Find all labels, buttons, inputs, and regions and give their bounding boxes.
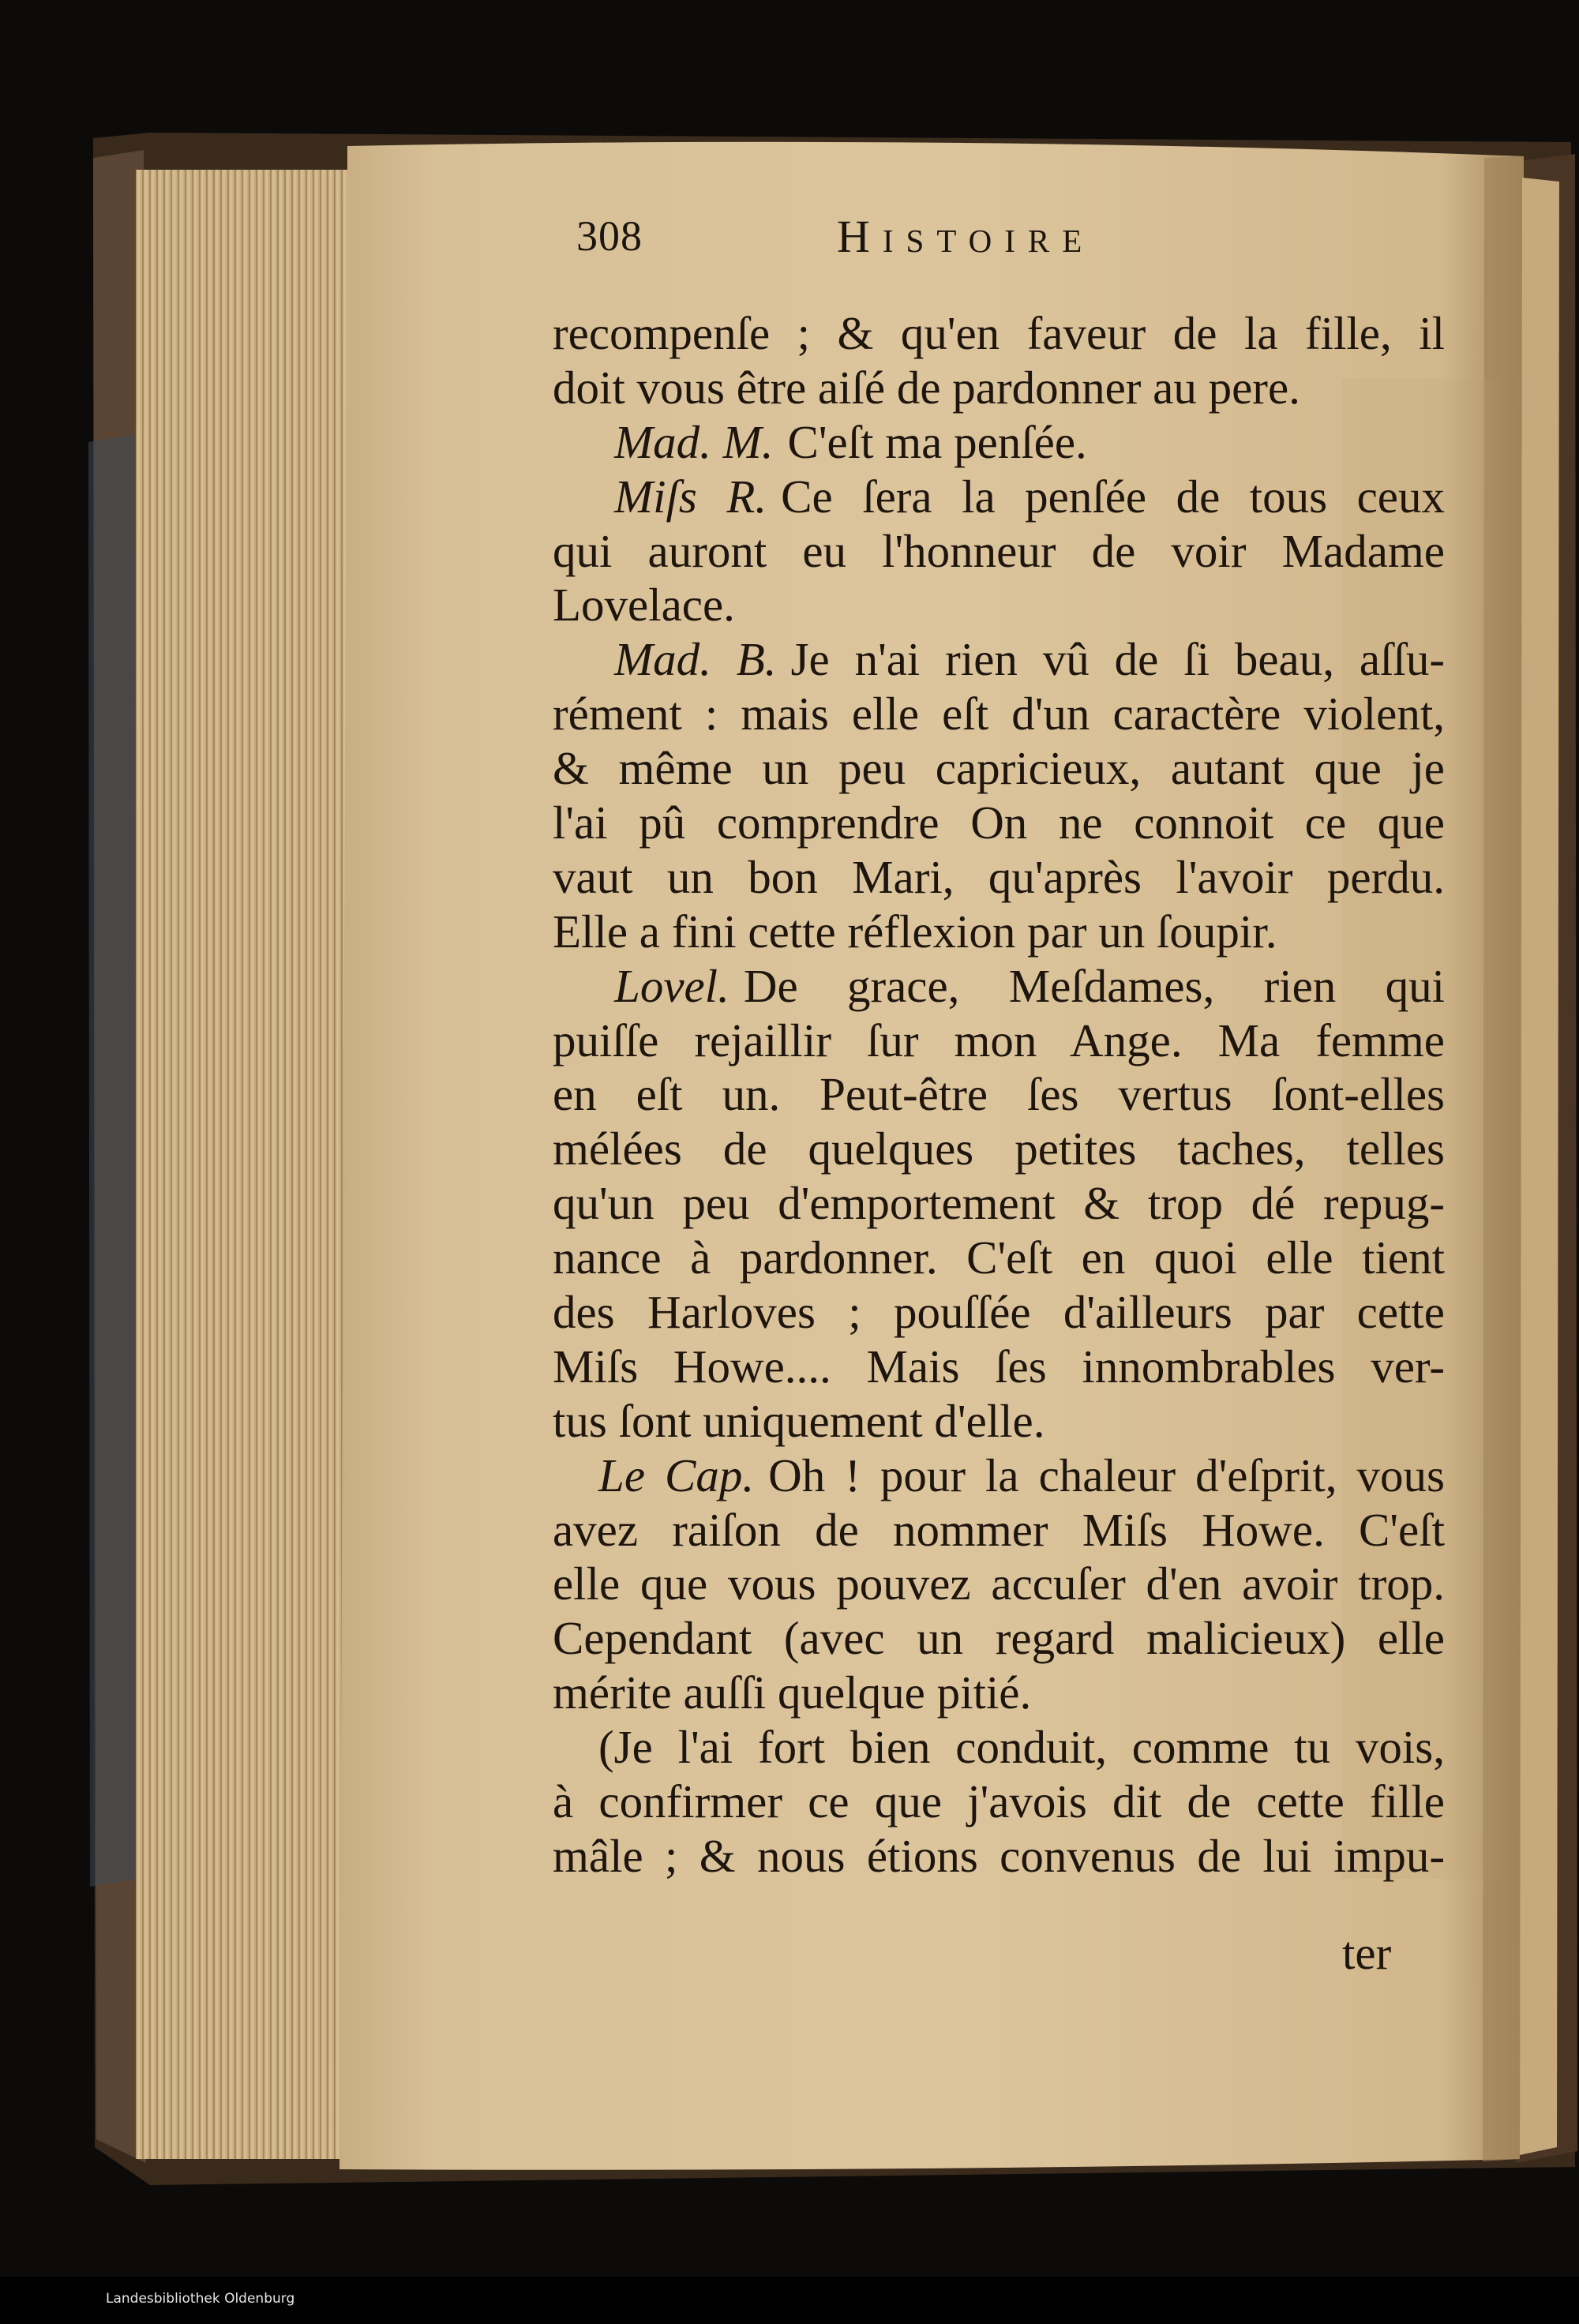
speaker-name: Le Cap. [598, 1449, 755, 1501]
text-line: l'ai pû comprendre On ne connoit ce que [553, 797, 1445, 849]
text-line: qui auront eu l'honneur de voir Madame [553, 524, 1445, 577]
speaker-name: Mad. B. [614, 633, 777, 686]
facing-page-edge [1520, 178, 1559, 2155]
text-line: mérite auſſi quelque pitié. [553, 1666, 1032, 1719]
text-line: qu'un peu d'emportement & trop dé repug- [553, 1177, 1445, 1230]
speaker-name: Mad. M. [614, 415, 774, 468]
text-line: Miſs R. Ce ſera la penſée de tous ceux [614, 470, 1445, 523]
text-line: mélées de quelques petites taches, telles [553, 1123, 1445, 1175]
text-line: en eſt un. Peut-être ſes vertus ſont-elles [553, 1068, 1445, 1121]
text-line: Lovelace. [553, 579, 735, 632]
speaker-name: Miſs R. [614, 470, 767, 523]
text-line: des Harloves ; pouſſée d'ailleurs par cette [553, 1286, 1445, 1339]
text-line: Miſs Howe.... Mais ſes innombrables ver- [553, 1340, 1445, 1393]
text-line: Elle a fini cette réflexion par un ſoupir. [553, 905, 1277, 958]
text-line: rément : mais elle eſt d'un caractère violent, [553, 688, 1445, 740]
text-line: Le Cap. Oh ! pour la chaleur d'eſprit, vous [598, 1449, 1446, 1501]
text-line: vaut un bon Mari, qu'après l'avoir perdu. [553, 850, 1445, 903]
text-line: & même un peu capricieux, autant que je [553, 742, 1445, 795]
text-line: puiſſe rejaillir ſur mon Ange. Ma femme [553, 1014, 1445, 1066]
footer-bar [0, 2277, 1579, 2324]
text-line: tus ſont uniquement d'elle. [553, 1394, 1045, 1447]
text-line: à confirmer ce que j'avois dit de cette fille [553, 1775, 1445, 1828]
text-line: avez raiſon de nommer Miſs Howe. C'eſt [553, 1503, 1445, 1556]
running-head [576, 212, 1413, 275]
page-edges [136, 170, 373, 2159]
text-line: doit vous être aiſé de pardonner au pere. [553, 361, 1300, 414]
running-title: Histoire [837, 211, 1095, 262]
body-text [553, 306, 1445, 1884]
text-line: (Je l'ai fort bien conduit, comme tu vois, [598, 1721, 1445, 1774]
text-line: Cependant (avec un regard malicieux) elle [553, 1612, 1445, 1665]
text-line: Lovel. De grace, Meſdames, rien qui [614, 959, 1445, 1012]
text-line: Mad. M. C'eſt ma penſée. [614, 415, 1087, 468]
text-line: elle que vous pouvez accuſer d'en avoir trop. [553, 1557, 1445, 1610]
catchword: ter [1342, 1927, 1392, 1979]
text-line: recompenſe ; & qu'en faveur de la fille, il [553, 307, 1445, 359]
text-line: mâle ; & nous étions convenus de lui impu- [553, 1829, 1445, 1882]
speaker-name: Lovel. [614, 959, 729, 1012]
text-line: nance à pardonner. C'eſt en quoi elle tient [553, 1231, 1445, 1284]
text-line: Mad. B. Je n'ai rien vû de ſi beau, aſſu- [614, 633, 1445, 686]
library-name: Landesbibliothek Oldenburg [106, 2291, 295, 2307]
page-number: 308 [576, 212, 643, 260]
